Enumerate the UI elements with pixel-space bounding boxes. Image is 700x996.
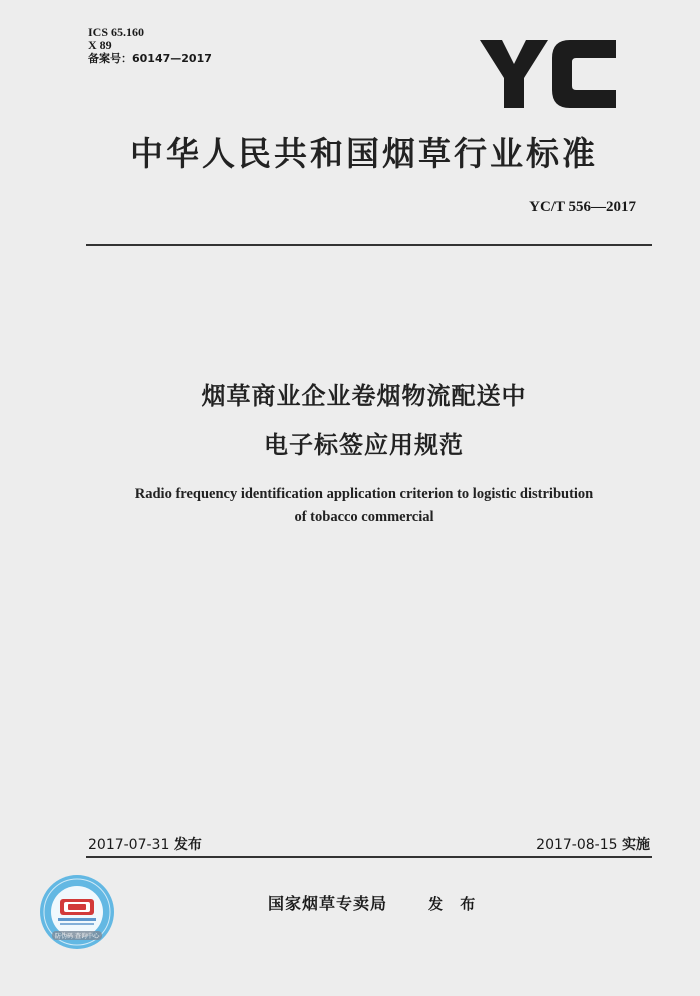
ics-code: ICS 65.160	[88, 25, 145, 39]
standard-number: YC/T 556—2017	[529, 199, 636, 215]
chinese-title-line-1: 烟草商业企业卷烟物流配送中	[201, 382, 527, 410]
publish-label: 发布	[173, 837, 202, 853]
classification-code: X 89	[88, 38, 112, 52]
implement-label: 实施	[622, 837, 650, 853]
implement-date: 2017-08-15	[536, 837, 618, 853]
issuing-standard-category: 中华人民共和国烟草行业标准	[130, 134, 598, 173]
yc-logo	[480, 40, 616, 108]
issuing-authority: 国家烟草专卖局	[268, 894, 388, 913]
seal-caption: 防伪码 查询中心	[55, 933, 99, 940]
issue-label: 发 布	[428, 895, 482, 913]
chinese-title-line-2: 电子标签应用规范	[264, 431, 464, 459]
publish-date-block	[88, 834, 202, 854]
header-rule	[86, 244, 652, 246]
publish-date: 2017-07-31	[88, 837, 170, 853]
implement-date-block	[536, 834, 650, 854]
english-title-line-2: of tobacco commercial	[294, 509, 434, 525]
anti-counterfeit-seal-icon	[38, 873, 116, 951]
record-number: 备案号：60147—2017	[88, 52, 212, 65]
footer-rule	[86, 856, 652, 858]
english-title-line-1: Radio frequency identification application criterion to logistic distribution	[134, 486, 594, 502]
metadata-block	[88, 26, 212, 65]
